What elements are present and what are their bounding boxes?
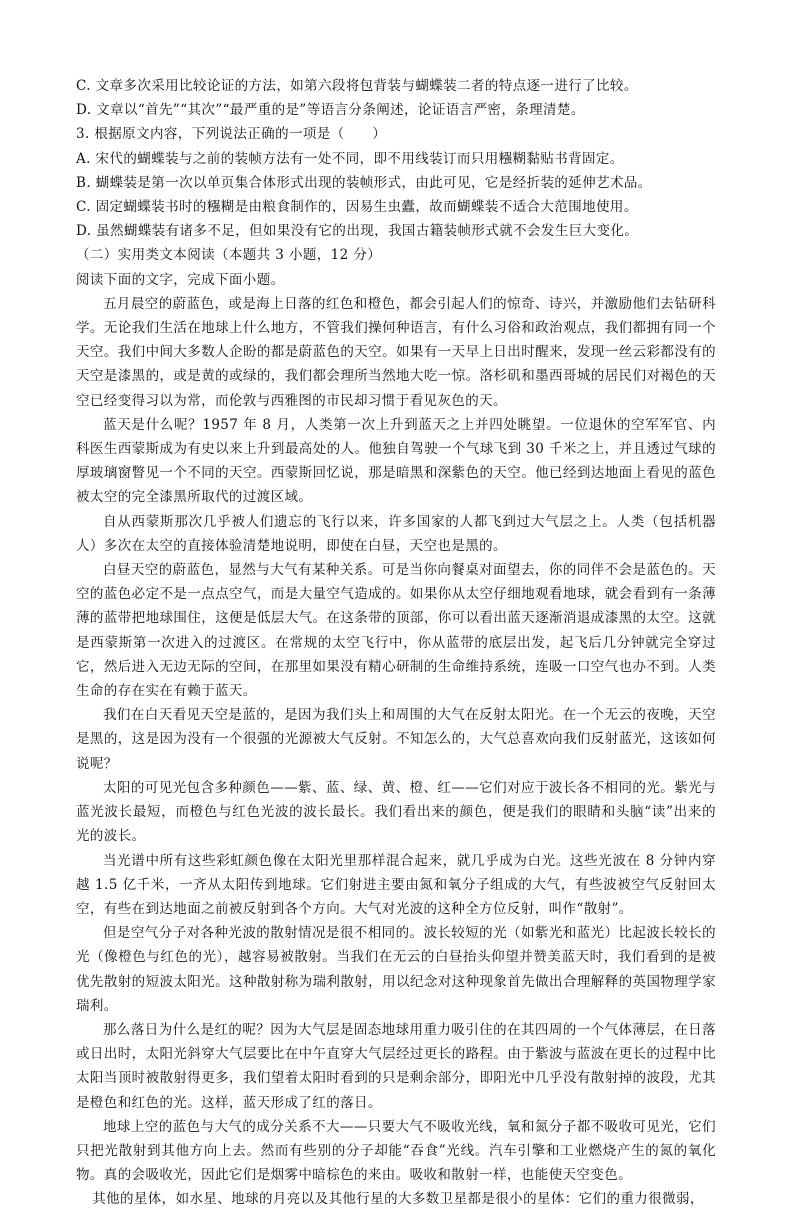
section-instruction: 阅读下面的文字，完成下面小题。 [76, 271, 285, 288]
passage-paragraph-10: 地球上空的蓝色与大气的成分关系不大——只要大气不吸收光线，氧和氮分子都不吸收可见光，它们只把光散射到其他方向上去。然而有些别的分子却能“吞食”光线。汽车引擎和工业燃烧产生的氮的氧化物。真的会吸收光，因此它们是烟雾中暗棕色的来由。吸收和散射一样，也能使天空变色。 [76, 1118, 716, 1184]
passage-paragraph-5: 我们在白天看见天空是蓝的，是因为我们头上和周围的大气在反射太阳光。在一个无云的夜晚，天空是黑的，这是因为没有一个很强的光源被大气反射。不知怎么的，大气总喜欢向我们反射蓝光，这该如何说呢？ [76, 707, 716, 772]
passage-paragraph-9: 那么落日为什么是红的呢？因为大气层是固态地球用重力吸引住的在其四周的一个气体薄层，在日落或日出时，太阳光斜穿大气层要比在中午直穿大气层经过更长的路程。由于紫波与蓝波在更长的过程中比太阳当顶时被散射得更多，我们望着太阳时看到的只是剩余部分，即阳光中几乎没有散射掉的波段，尤其是橙色和红色的光。这样，蓝天形成了红的落日。 [76, 1021, 716, 1111]
passage-paragraph-6: 太阳的可见光包含多种颜色——紫、蓝、绿、黄、橙、红——它们对应于波长各不相同的光。紫光与蓝光波长最短，而橙色与红色光波的波长最长。我们看出来的颜色，便是我们的眼睛和头脑“读”出来的光的波长。 [76, 779, 716, 845]
question3-option-d: D. 虽然蝴蝶装有诸多不足，但如果没有它的出现，我国古籍装帧形式就不会发生巨大变化。 [76, 223, 639, 240]
question2-option-d: D. 文章以“首先”“其次”“最严重的是”等语言分条阐述，论证语言严密，条理清楚。 [76, 102, 585, 119]
question2-option-c: C. 文章多次采用比较论证的方法，如第六段将包背装与蝴蝶装二者的特点逐一进行了比较。 [76, 78, 638, 94]
document-page [76, 74, 716, 1212]
question3-option-c: C. 固定蝴蝶装书时的糨糊是由粮食制作的，因易生虫蠹，故而蝴蝶装不适合大范围地使用。 [76, 199, 638, 216]
passage-paragraph-1: 五月晨空的蔚蓝色，或是海上日落的红色和橙色，都会引起人们的惊奇、诗兴，并激励他们去钻研科学。无论我们生活在地球上什么地方，不管我们操何种语言，有什么习俗和政治观点，我们都拥有同一个天空。我们中间大多数人企盼的都是蔚蓝色的天空。如果有一天早上日出时醒来，发现一丝云彩都没有的天空是漆黑的，或是黄的或绿的，我们都会理所当然地大吃一惊。洛杉矶和墨西哥城的居民们对褐色的天空已经变得习以为常，而伦敦与西雅图的市民却习惯于看见灰色的天。 [76, 295, 716, 409]
question3-stem: 3. 根据原文内容，下列说法正确的一项是（ ） [76, 126, 387, 143]
passage-paragraph-4: 白昼天空的蔚蓝色，显然与大气有某种关系。可是当你向餐桌对面望去，你的同伴不会是蓝色的。天空的蓝色必定不是一点点空气，而是大量空气造成的。如果你从太空仔细地观看地球，就会看到有一条薄薄的蓝带把地球围住，这便是低层大气。在这条带的顶部，你可以看出蓝天逐渐消退成漆黑的太空。这就是西蒙斯第一次进入的过渡区。在常规的太空飞行中，你从蓝带的底层出发，起飞后几分钟就完全穿过它，然后进入无边无际的空间，在那里如果没有精心研制的生命维持系统，连吸一口空气也办不到。人类生命的存在实在有赖于蓝天。 [76, 562, 716, 700]
passage-paragraph-8: 但是空气分子对各种光波的散射情况是很不相同的。波长较短的光（如紫光和蓝光）比起波长较长的光（像橙色与红色的光），越容易被散射。当我们在无云的白昼抬头仰望并赞美蓝天时，我们看到的是被优先散射的短波太阳光。这种散射称为瑞利散射，用以纪念对这种现象首先做出合理解释的英国物理学家瑞利。 [76, 925, 716, 1014]
section-heading: （二）实用类文本阅读（本题共 3 小题，12 分） [76, 247, 382, 264]
question3-option-b: B. 蝴蝶装是第一次以单页集合体形式出现的装帧形式，由此可见，它是经折装的延伸艺术品。 [76, 174, 652, 191]
passage-paragraph-3: 自从西蒙斯那次几乎被人们遗忘的飞行以来，许多国家的人都飞到过大气层之上。人类（包括机器人）多次在太空的直接体验清楚地说明，即使在白昼，天空也是黑的。 [76, 513, 716, 554]
passage-paragraph-7: 当光谱中所有这些彩虹颜色像在太阳光里那样混合起来，就几乎成为白光。这些光波在 8 分钟内穿越 1.5 亿千米，一齐从太阳传到地球。它们射进主要由氮和氧分子组成的大气，有些波被空气反射回太空，有些在到达地面之前被反射到各个方向。大气对光波的这种全方位反射，叫作“散射”。 [76, 852, 716, 917]
passage-paragraph-2: 蓝天是什么呢？1957 年 8 月，人类第一次上升到蓝天之上并四处眺望。一位退休的空军军官、内科医生西蒙斯成为有史以来上升到最高处的人。他独自驾驶一个气球飞到 30 千米之上，并且透过气球的厚玻璃窗瞥见一个不同的天空。西蒙斯回忆说，那是暗黑和深紫色的天空。他已经到达地面上看见的蓝色被太空的完全漆黑所取代的过渡区域。 [76, 416, 716, 506]
passage-paragraph-11: 其他的星体，如水星、地球的月亮以及其他行星的大多数卫星都是很小的星体：它们的重力很微弱， [92, 1191, 704, 1208]
question3-option-a: A. 宋代的蝴蝶装与之前的装帧方法有一处不同，即不用线装订而只用糨糊黏贴书背固定。 [76, 150, 624, 167]
